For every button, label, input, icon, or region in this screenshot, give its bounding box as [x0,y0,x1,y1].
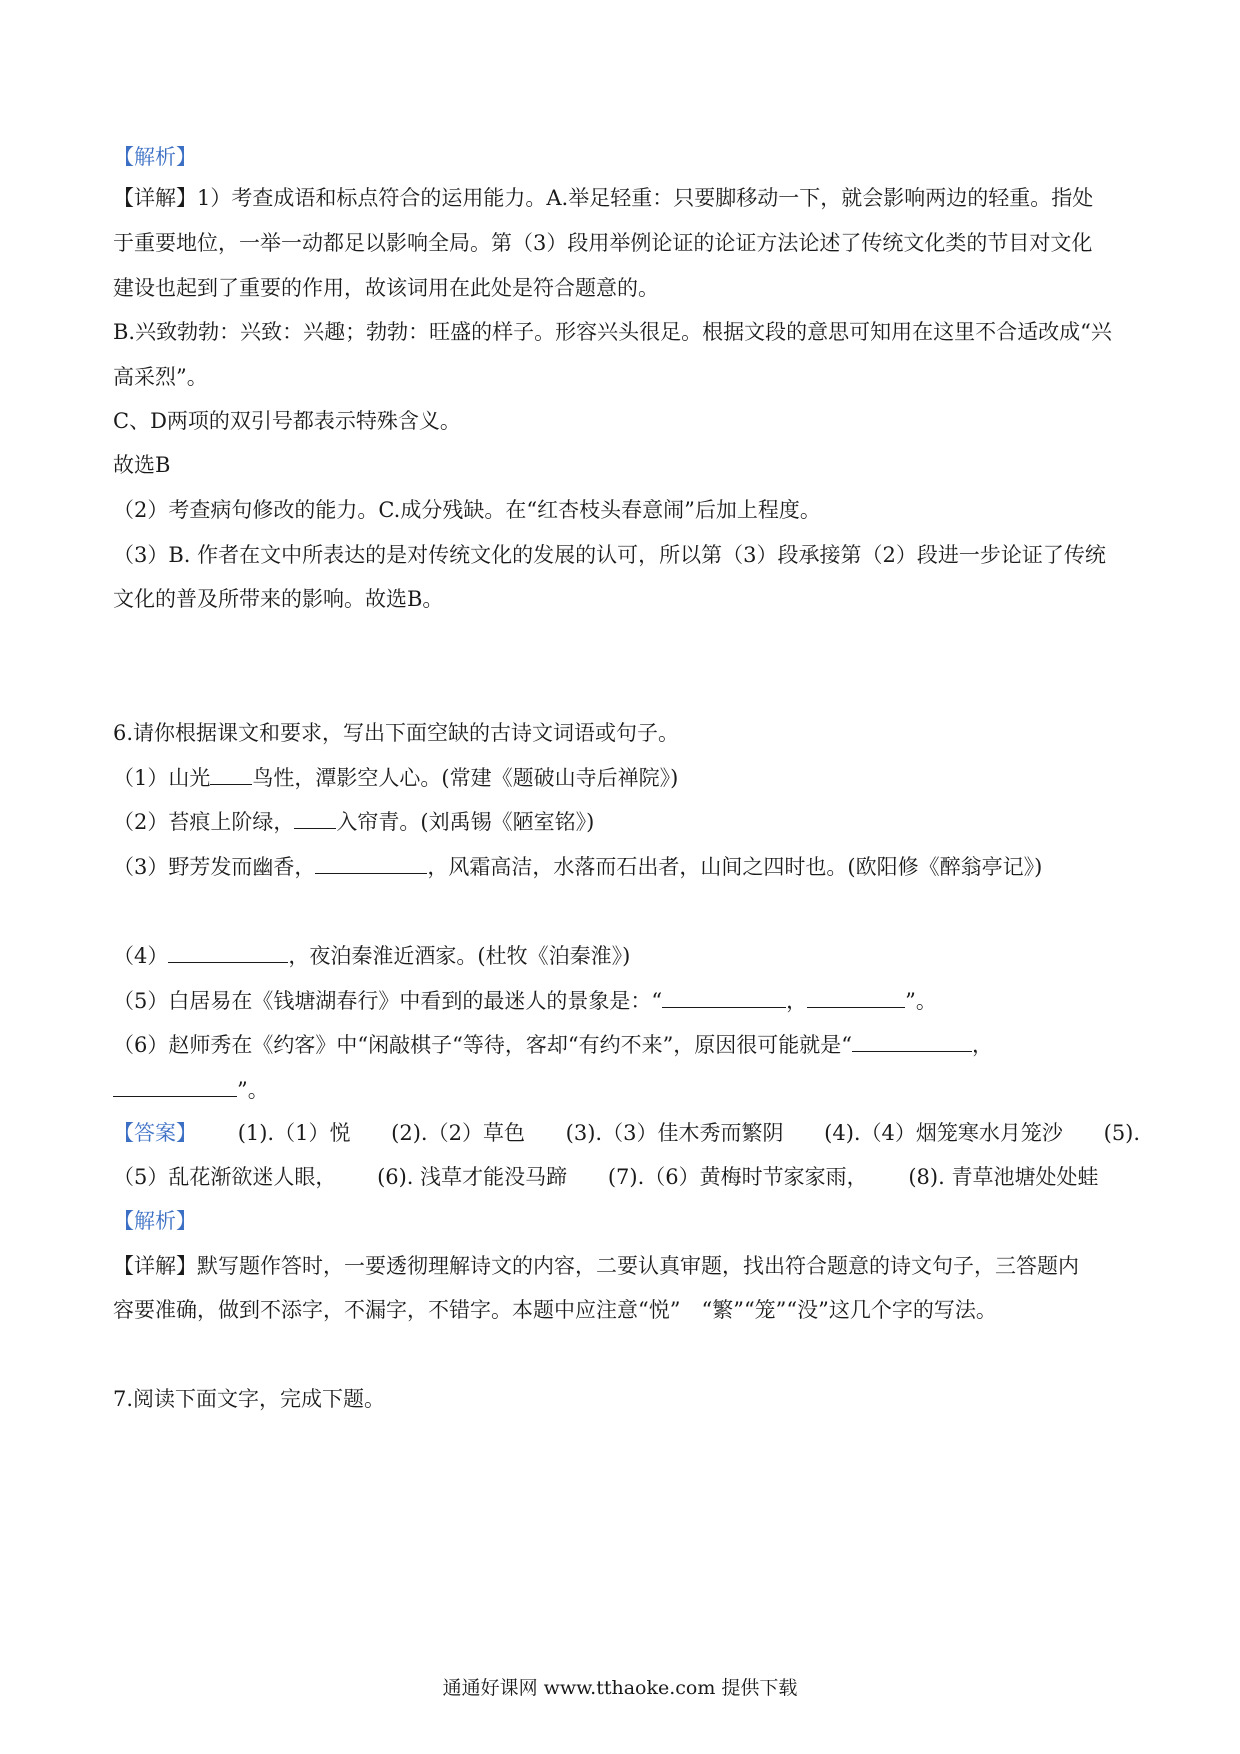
answer-item: (1).（1）悦 [237,1121,351,1145]
detail-line [113,183,1093,213]
answer-tag: 【答案】 [113,1121,197,1145]
detail-line: 故选B [113,453,171,477]
detail-text: 1）考查成语和标点符合的运用能力。A.举足轻重：只要脚移动一下，就会影响两边的轻重。指处 [197,186,1094,210]
answer-item: (8). 青草池塘处处蛙 [908,1165,1099,1189]
item-text: （6）赵师秀在《约客》中“闲敲棋子“等待，客却“有约不来”，原因很可能就是“ [113,1033,853,1057]
item-text: ， [786,989,808,1013]
detail-line: B.兴致勃勃：兴致：兴趣；勃勃：旺盛的样子。形容兴头很足。根据文段的意思可知用在这里不合适改成“兴 [113,320,1112,344]
item-text: ”。 [905,989,937,1013]
answer-line [113,1162,1098,1192]
detail-line: （2）考查病句修改的能力。C.成分残缺。在“红杏枝头春意闹”后加上程度。 [113,498,821,522]
answer-item: (4).（4）烟笼寒水月笼沙 [824,1121,1063,1145]
detail-line: 文化的普及所带来的影响。故选B。 [113,587,444,611]
detail-line: 建设也起到了重要的作用，故该词用在此处是符合题意的。 [113,276,659,300]
detail-line [113,1251,1079,1281]
detail-line: C、D两项的双引号都表示特殊含义。 [113,409,461,433]
item-text: ”。 [237,1078,269,1102]
item-text: ，风霜高洁，水落而石出者，山间之四时也。(欧阳修《醉翁亭记》) [427,855,1043,879]
question-6-item-1 [113,762,678,793]
item-text: ，夜泊秦淮近酒家。(杜牧《泊秦淮》) [288,944,631,968]
answer-item: (6). 浅草才能没马蹄 [377,1165,568,1189]
item-text: （3）野芳发而幽香， [113,855,316,879]
detail-line: 高采烈”。 [113,365,208,389]
page-footer: 通通好课网 www.tthaoke.com 提供下载 [442,1677,798,1699]
question-6-item-4 [113,940,630,971]
answer-blank[interactable] [113,1074,237,1097]
answer-blank[interactable] [294,806,336,829]
detail-line: 容要准确，做到不添字，不漏字，不错字。本题中应注意“悦” “繁”“笼”“没”这几个字的写法。 [113,1298,997,1322]
detail-tag: 【详解】 [113,1254,197,1278]
answer-item: (7).（6）黄梅时节家家雨， [607,1165,868,1189]
answer-item: (3).（3）佳木秀而繁阴 [565,1121,784,1145]
detail-text: 默写题作答时，一要透彻理解诗文的内容，二要认真审题，找出符合题意的诗文句子，三答题内 [197,1254,1079,1278]
answer-blank[interactable] [662,985,786,1008]
answer-blank[interactable] [168,940,288,963]
analysis-tag: 【解析】 [113,145,197,169]
item-text: （2）苔痕上阶绿， [113,810,295,834]
answer-blank[interactable] [852,1029,972,1052]
item-text: 入帘青。(刘禹锡《陋室铭》) [336,810,595,834]
answer-item: (2).（2）草色 [391,1121,525,1145]
detail-line: （3）B. 作者在文中所表达的是对传统文化的发展的认可，所以第（3）段承接第（2）段进一步论证了传统 [113,543,1106,567]
answer-blank[interactable] [807,985,905,1008]
detail-tag: 【详解】 [113,186,197,210]
question-6-item-3 [113,851,1042,882]
item-text: （4） [113,944,169,968]
question-6-item-6-cont [113,1074,269,1105]
answer-blank[interactable] [210,762,252,785]
answer-item: (5). [1103,1121,1141,1145]
item-text: （1）山光 [113,766,211,790]
question-6-item-6 [113,1029,993,1060]
question-7-title: 7.阅读下面文字，完成下题。 [113,1387,386,1411]
question-6-item-5 [113,985,937,1016]
answer-item: （5）乱花渐欲迷人眼， [113,1165,337,1189]
question-6-item-2 [113,806,594,837]
question-6-title: 6.请你根据课文和要求，写出下面空缺的古诗文词语或句子。 [113,721,680,745]
detail-line: 于重要地位，一举一动都足以影响全局。第（3）段用举例论证的论证方法论述了传统文化类的节目对文化 [113,231,1093,255]
item-text: （5）白居易在《钱塘湖春行》中看到的最迷人的景象是：“ [113,989,663,1013]
answer-line [113,1118,1140,1148]
item-text: 鸟性，潭影空人心。(常建《题破山寺后禅院》) [252,766,679,790]
item-text: ， [972,1033,994,1057]
analysis-tag: 【解析】 [113,1209,197,1233]
answer-blank[interactable] [315,851,427,874]
